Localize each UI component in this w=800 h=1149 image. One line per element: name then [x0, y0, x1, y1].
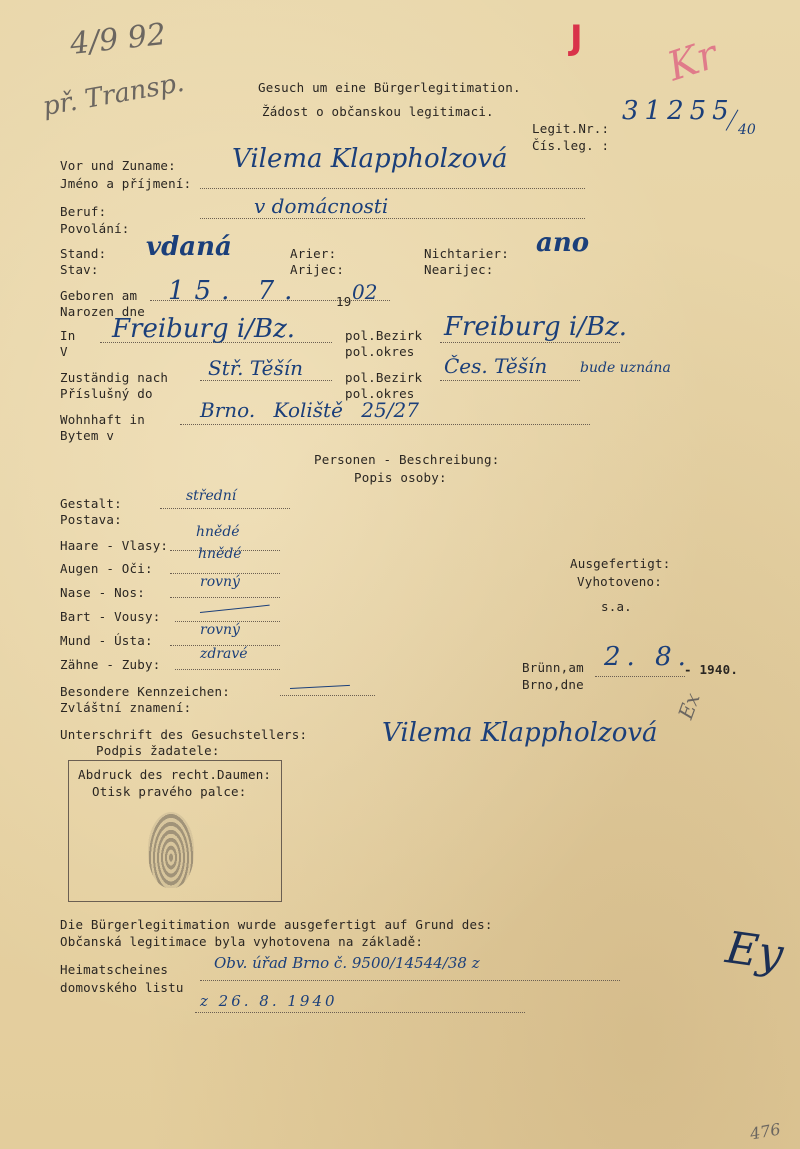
basis-label-de: Die Bürgerlegitimation wurde ausgefertigt auf Grund des: [60, 917, 493, 932]
in-value: Freiburg i/Bz. [112, 314, 296, 344]
legit-suffix: 40 [738, 122, 756, 138]
stand-label-de: Stand: [60, 246, 107, 261]
red-letter-mark: J [570, 18, 583, 58]
bezirk2-value: Čes. Těšín [444, 354, 548, 378]
bezirk-label-cz: pol.okres [345, 344, 415, 359]
ref-number-note: 4/9 92 [68, 17, 168, 62]
geboren-day-value: 15. 7. [168, 276, 303, 306]
wohnhaft-label-de: Wohnhaft in [60, 412, 145, 427]
beruf-label-de: Beruf: [60, 204, 107, 219]
issued-date-value: 2. 8. [604, 642, 692, 672]
mund-label: Mund - Ústa: [60, 633, 153, 648]
nichtarier-value: ano [536, 228, 590, 258]
nase-label: Nase - Nos: [60, 585, 145, 600]
stand-label-cz: Stav: [60, 262, 99, 277]
zustandig-value: Stř. Těšín [208, 356, 303, 380]
bart-dash [200, 605, 270, 613]
geboren-label-cz: Narozen dne [60, 304, 145, 319]
gestalt-value: střední [186, 488, 237, 504]
wohnhaft-value: Brno. Koliště 25/27 [200, 398, 419, 422]
gestalt-label-cz: Postava: [60, 512, 122, 527]
pink-initials-mark: Kr [662, 31, 723, 91]
bart-label: Bart - Vousy: [60, 609, 161, 624]
thumbprint [148, 812, 194, 888]
sa-label: s.a. [601, 599, 632, 614]
title-german: Gesuch um eine Bürgerlegitimation. [258, 80, 521, 95]
zustandig-label-de: Zuständig nach [60, 370, 169, 385]
in-label-de: In [60, 328, 76, 343]
nase-value: rovný [200, 574, 240, 590]
year-prefix: 19 [336, 294, 352, 309]
transport-note: př. Transp. [40, 67, 187, 123]
arier-label-de: Arier: [290, 246, 337, 261]
gestalt-label-de: Gestalt: [60, 496, 122, 511]
wohnhaft-label-cz: Bytem v [60, 428, 115, 443]
haare-value: hnědé [196, 524, 240, 540]
signature-label-de: Unterschrift des Gesuchstellers: [60, 727, 308, 742]
legit-label-de: Legit.Nr.: [532, 121, 610, 136]
title-czech: Žádost o občanskou legitimaci. [262, 104, 494, 119]
bezirk2-note: bude uznána [580, 360, 671, 376]
basis-label-cz: Občanská legitimace byla vyhotovena na základě: [60, 934, 424, 949]
ausgefertigt-label-cz: Vyhotoveno: [577, 574, 662, 589]
name-label-de: Vor und Zuname: [60, 158, 176, 173]
heimat-label-cz: domovského listu [60, 980, 184, 995]
heimat-label-de: Heimatscheines [60, 962, 169, 977]
year-suffix-value: 02 [352, 280, 378, 304]
kennzeichen-label-cz: Zvláštní znamení: [60, 700, 192, 715]
beruf-value: v domácnosti [254, 194, 389, 218]
place-label-de: Brünn,am [522, 660, 584, 675]
zahne-label: Zähne - Zuby: [60, 657, 161, 672]
augen-value: hnědé [198, 546, 242, 562]
page-number: 476 [748, 1119, 782, 1144]
mund-value: rovný [200, 622, 240, 638]
issued-year: - 1940. [684, 662, 739, 677]
heimat-date: z 26. 8. 1940 [200, 992, 338, 1010]
heimat-value: Obv. úřad Brno č. 9500/14544/38 z [214, 954, 480, 972]
description-title-de: Personen - Beschreibung: [314, 452, 500, 467]
augen-label: Augen - Oči: [60, 561, 153, 576]
haare-label: Haare - Vlasy: [60, 538, 169, 553]
bezirk-label-de: pol.Bezirk [345, 328, 423, 343]
arier-label-cz: Arijec: [290, 262, 345, 277]
in-label-cz: V [60, 344, 68, 359]
bezirk2-label-de: pol.Bezirk [345, 370, 423, 385]
clerk-initials: Ex [673, 689, 705, 723]
stand-value: vdaná [146, 232, 232, 262]
place-label-cz: Brno,dne [522, 677, 584, 692]
beruf-label-cz: Povolání: [60, 221, 130, 236]
nichtarier-label-cz: Nearijec: [424, 262, 494, 277]
signature-label-cz: Podpis žadatele: [96, 743, 220, 758]
ausgefertigt-label-de: Ausgefertigt: [570, 556, 671, 571]
kennzeichen-dash [290, 685, 350, 689]
legit-label-cz: Čís.leg. : [532, 138, 610, 153]
thumb-label-de: Abdruck des recht.Daumen: [78, 767, 272, 782]
nichtarier-label-de: Nichtarier: [424, 246, 509, 261]
kennzeichen-label-de: Besondere Kennzeichen: [60, 684, 230, 699]
signature-value: Vilema Klappholzová [382, 718, 658, 748]
bezirk-value: Freiburg i/Bz. [444, 312, 628, 342]
description-title-cz: Popis osoby: [354, 470, 447, 485]
thumb-label-cz: Otisk pravého palce: [92, 784, 247, 799]
zahne-value: zdravé [200, 646, 248, 662]
name-value: Vilema Klappholzová [232, 144, 508, 174]
name-label-cz: Jméno a příjmení: [60, 176, 192, 191]
bezirk2-label-cz: pol.okres [345, 386, 415, 401]
margin-mark: Ey [722, 922, 787, 981]
zustandig-label-cz: Příslušný do [60, 386, 153, 401]
legit-number: 31255 [622, 96, 735, 126]
geboren-label-de: Geboren am [60, 288, 138, 303]
